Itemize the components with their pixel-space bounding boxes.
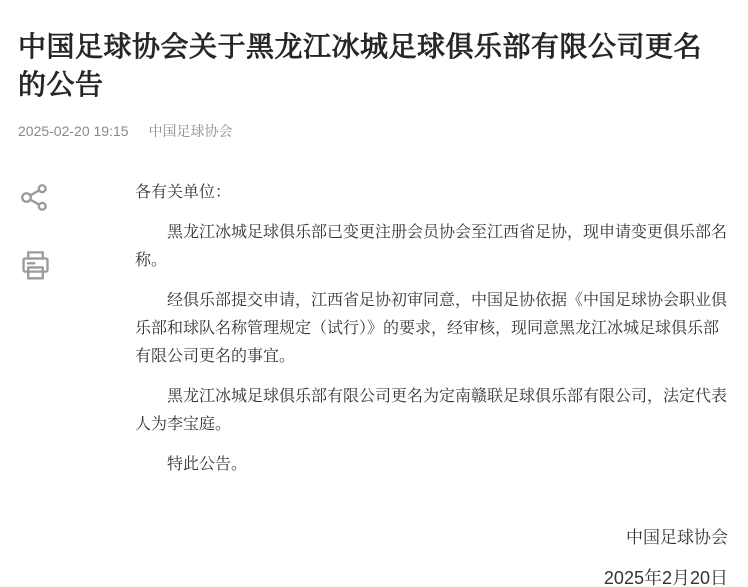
paragraph: 黑龙江冰城足球俱乐部有限公司更名为定南赣联足球俱乐部有限公司，法定代表人为李宝庭。 <box>135 388 728 433</box>
source-label: 中国足球协会 <box>148 123 233 139</box>
printer-icon <box>18 247 53 284</box>
announcement-body <box>135 179 730 587</box>
share-nodes-icon <box>18 181 51 214</box>
paragraph: 黑龙江冰城足球俱乐部已变更注册会员协会至江西省足协，现申请变更俱乐部名称。 <box>135 224 728 269</box>
signature-name: 中国足球协会 <box>626 528 728 547</box>
signature-block <box>135 527 730 587</box>
page-title: 中国足球协会关于黑龙江冰城足球俱乐部有限公司更名的公告 <box>18 31 703 100</box>
article-content <box>18 179 730 587</box>
paragraph: 经俱乐部提交申请，江西省足协初审同意，中国足协依据《中国足球协会职业俱乐部和球队名称管理规定（试行）》的要求，经审核，现同意黑龙江冰城足球俱乐部有限公司更名的事宜。 <box>135 292 728 365</box>
article-meta <box>18 121 730 141</box>
side-toolbar <box>18 179 135 284</box>
publish-datetime: 2025-02-20 19:15 <box>18 123 129 139</box>
salutation: 各有关单位： <box>135 184 232 201</box>
share-button[interactable] <box>18 181 51 214</box>
paragraph: 特此公告。 <box>167 456 248 473</box>
signature-date: 2025年2月20日 <box>603 568 728 587</box>
print-button[interactable] <box>18 247 53 284</box>
